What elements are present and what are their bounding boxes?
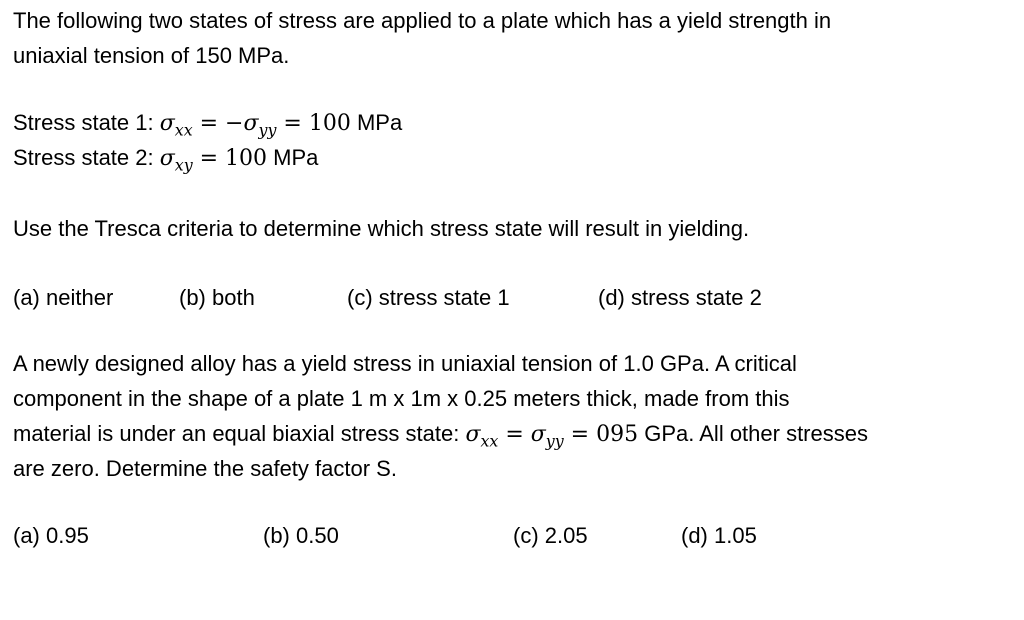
q2-line-3-tail: GPa. All other stresses xyxy=(638,421,868,446)
stress-state-2-label: Stress state 2: xyxy=(13,145,160,170)
q1-question: Use the Tresca criteria to determine which stress state will result in yielding. xyxy=(13,216,750,241)
q2-line-4: are zero. Determine the safety factor S. xyxy=(13,456,397,481)
q2-option-d: (d) 1.05 xyxy=(681,523,757,548)
q2-option-a: (a) 0.95 xyxy=(13,523,89,548)
q1-intro-line-2: uniaxial tension of 150 MPa. xyxy=(13,43,290,68)
q2-option-c: (c) 2.05 xyxy=(513,523,588,548)
subscript-yy: yy xyxy=(545,431,564,451)
stress-state-1 xyxy=(13,108,402,139)
q2-line-2: component in the shape of a plate 1 m x 1m x 0.25 meters thick, made from this xyxy=(13,386,790,411)
q1-option-b: (b) both xyxy=(179,285,255,310)
q1-intro-line-1: The following two states of stress are applied to a plate which has a yield strength in xyxy=(13,8,832,33)
q2-option-b: (b) 0.50 xyxy=(263,523,339,548)
sigma-symbol: σ xyxy=(530,422,546,447)
q2-line-3-text: material is under an equal biaxial stress state: xyxy=(13,421,466,446)
q2-line-1: A newly designed alloy has a yield stress in uniaxial tension of 1.0 GPa. A critical xyxy=(13,351,797,376)
q2-line-3 xyxy=(13,419,868,450)
subscript-yy: yy xyxy=(258,120,277,140)
sigma-symbol: σ xyxy=(159,146,175,171)
sigma-symbol: σ xyxy=(243,111,259,136)
equals-sign: = xyxy=(498,422,531,447)
subscript-xy: xy xyxy=(174,155,193,175)
stress-unit: MPa xyxy=(350,110,403,135)
stress-state-2 xyxy=(13,143,318,174)
stress-unit: MPa xyxy=(267,145,319,170)
stress-value: = 095 xyxy=(563,422,639,447)
q1-option-c: (c) stress state 1 xyxy=(347,285,510,310)
sigma-symbol: σ xyxy=(159,111,175,136)
stress-value: = 100 xyxy=(276,111,351,136)
q1-option-a: (a) neither xyxy=(13,285,114,310)
subscript-xx: xx xyxy=(480,431,499,451)
equals-negative: = − xyxy=(192,111,244,136)
stress-state-1-label: Stress state 1: xyxy=(13,110,160,135)
sigma-symbol: σ xyxy=(465,422,481,447)
subscript-xx: xx xyxy=(174,120,193,140)
stress-value: = 100 xyxy=(192,146,268,171)
q1-option-d: (d) stress state 2 xyxy=(598,285,762,310)
